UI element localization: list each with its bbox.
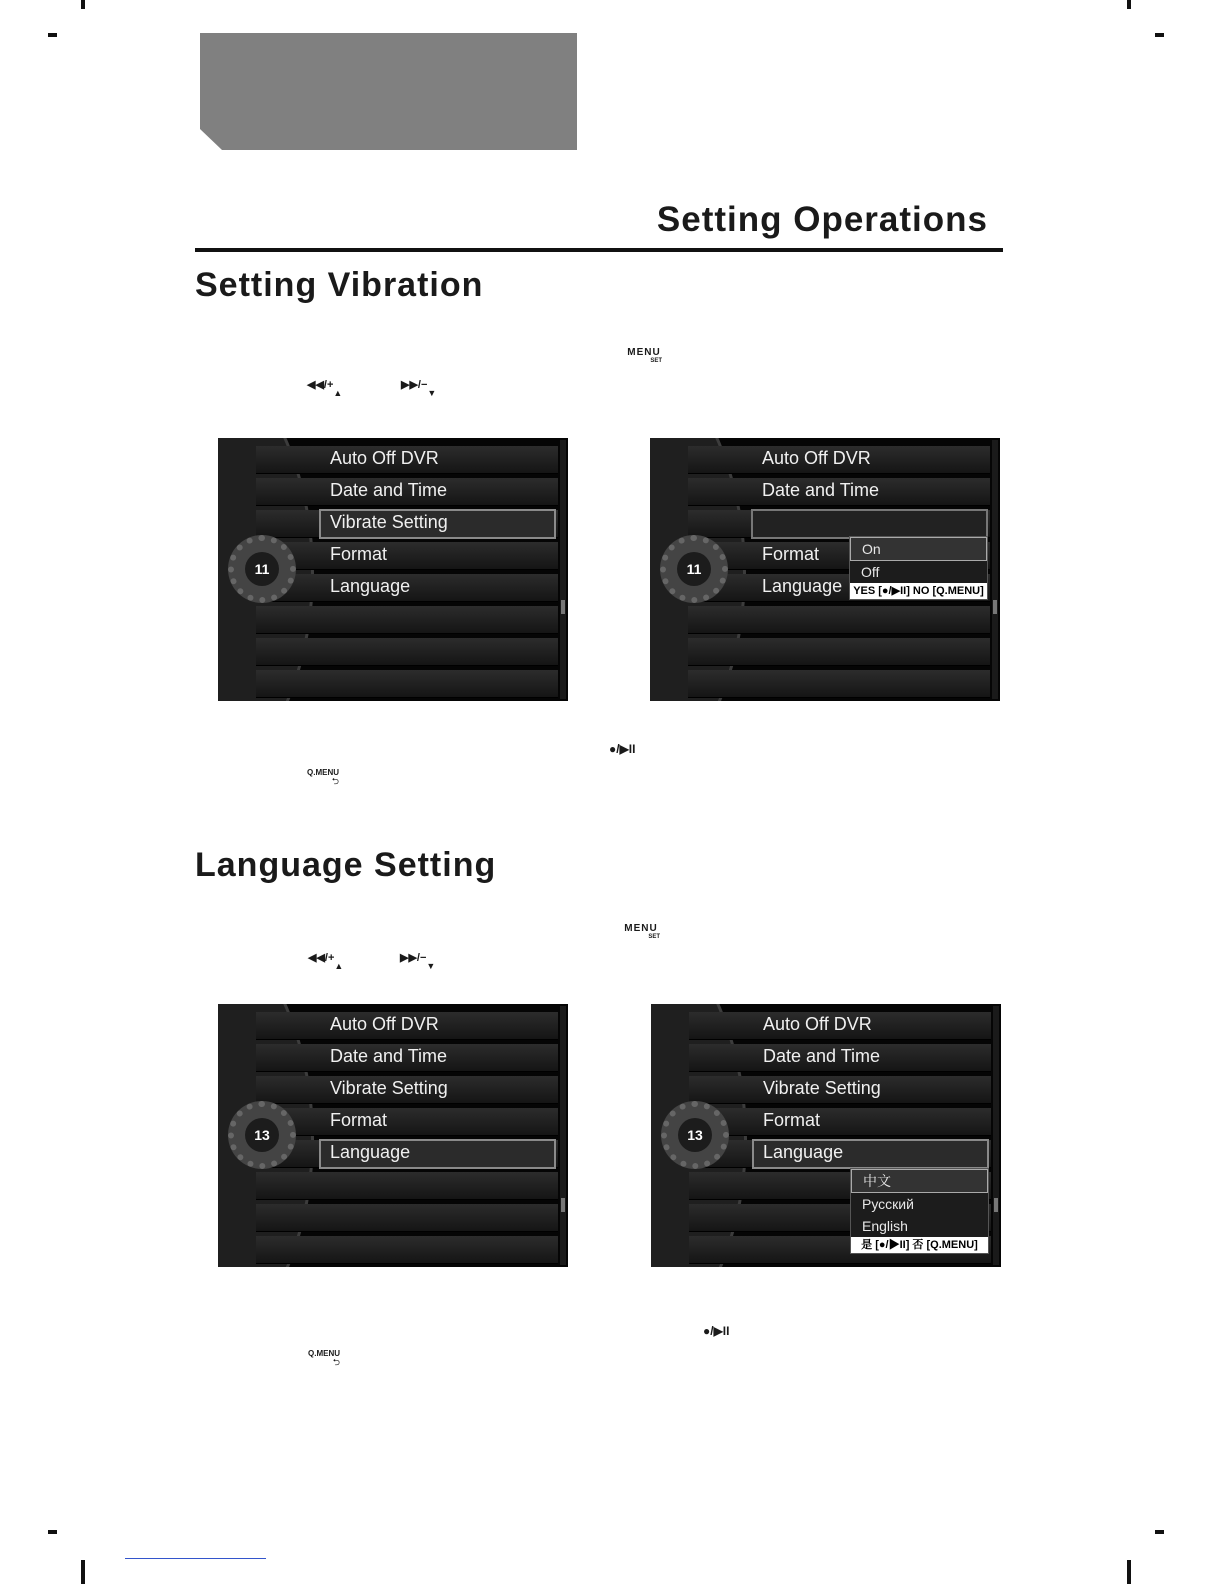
option-russian[interactable]: Русский	[862, 1196, 914, 1212]
qmenu-back-icon: Q.MENU ⮌	[307, 768, 339, 786]
crop-mark	[1155, 1530, 1164, 1534]
scrollbar-thumb[interactable]	[993, 600, 997, 614]
crop-mark	[81, 1560, 85, 1584]
selection-highlight	[751, 509, 988, 539]
menu-item-format[interactable]: Format	[763, 1110, 821, 1130]
crop-mark	[81, 0, 85, 9]
crop-mark	[1127, 0, 1131, 9]
device-screen-language-menu	[218, 1004, 568, 1267]
scrollbar[interactable]	[560, 440, 566, 699]
footer-link-line	[125, 1558, 266, 1559]
menu-item-vibrate-setting[interactable]: Vibrate Setting	[330, 1078, 448, 1098]
header-banner	[200, 33, 577, 150]
confirm-bar: 是 [●/▶II] 否 [Q.MENU]	[851, 1237, 988, 1253]
qmenu-back-icon: Q.MENU ⮌	[308, 1349, 340, 1367]
menu-set-icon: MENU SET	[624, 923, 660, 940]
crop-mark	[48, 33, 57, 37]
menu-item-vibrate-setting[interactable]: Vibrate Setting	[763, 1078, 881, 1098]
menu-set-icon: MENU SET	[627, 347, 662, 364]
menu-item-format[interactable]: Format	[330, 544, 388, 564]
language-options-popup	[850, 1168, 989, 1254]
menu-item-vibrate-setting[interactable]: Vibrate Setting	[330, 512, 448, 532]
menu-item-auto-off-dvr[interactable]: Auto Off DVR	[330, 448, 439, 468]
option-english[interactable]: English	[862, 1218, 908, 1234]
gear-icon: 11	[660, 535, 728, 603]
menu-item-format[interactable]: Format	[330, 1110, 388, 1130]
scrollbar[interactable]	[560, 1006, 566, 1265]
menu-item-language[interactable]: Language	[330, 1142, 411, 1162]
forward-minus-icon: $▶▶/-_▼$	[400, 952, 436, 971]
menu-item-language[interactable]: Language	[330, 576, 411, 596]
option-on[interactable]: On	[850, 537, 987, 561]
menu-item-auto-off-dvr[interactable]: Auto Off DVR	[330, 1014, 439, 1034]
scrollbar-thumb[interactable]	[994, 1198, 998, 1212]
record-play-pause-icon: ●/▶II	[609, 742, 636, 756]
gear-icon: 13	[661, 1101, 729, 1169]
rewind-plus-icon: $◀◀/+_▲$	[307, 379, 343, 398]
crop-mark	[1127, 1560, 1131, 1584]
record-play-pause-icon: ●/▶II	[703, 1324, 730, 1338]
crop-mark	[48, 1530, 57, 1534]
section-title-language: Language Setting	[195, 846, 497, 884]
section-title-vibration: Setting Vibration	[195, 266, 484, 304]
scrollbar[interactable]	[992, 440, 998, 699]
option-off[interactable]: Off	[861, 564, 880, 580]
menu-item-format[interactable]: Format	[762, 544, 820, 564]
device-screen-vibration-menu	[218, 438, 568, 701]
scrollbar-thumb[interactable]	[561, 1198, 565, 1212]
menu-item-language[interactable]: Language	[762, 576, 843, 596]
device-screen-vibration-popup	[650, 438, 1000, 701]
header-rule	[195, 248, 1003, 252]
confirm-bar: YES [●/▶II] NO [Q.MENU]	[850, 583, 987, 599]
menu-item-auto-off-dvr[interactable]: Auto Off DVR	[763, 1014, 872, 1034]
menu-item-date-and-time[interactable]: Date and Time	[763, 1046, 881, 1066]
gear-icon: 13	[228, 1101, 296, 1169]
scrollbar-thumb[interactable]	[561, 600, 565, 614]
menu-item-language[interactable]: Language	[763, 1142, 844, 1162]
menu-item-date-and-time[interactable]: Date and Time	[762, 480, 880, 500]
crop-mark	[1155, 33, 1164, 37]
option-chinese[interactable]: 中文	[851, 1169, 988, 1193]
menu-item-date-and-time[interactable]: Date and Time	[330, 1046, 448, 1066]
gear-icon: 11	[228, 535, 296, 603]
page-title: Setting Operations	[656, 200, 988, 239]
scrollbar[interactable]	[993, 1006, 999, 1265]
rewind-plus-icon: $◀◀/+_▲$	[308, 952, 344, 971]
vibration-options-popup	[849, 536, 988, 600]
device-screen-language-popup	[651, 1004, 1001, 1267]
menu-item-auto-off-dvr[interactable]: Auto Off DVR	[762, 448, 871, 468]
menu-item-date-and-time[interactable]: Date and Time	[330, 480, 448, 500]
forward-minus-icon: $▶▶/-_▼$	[401, 379, 437, 398]
